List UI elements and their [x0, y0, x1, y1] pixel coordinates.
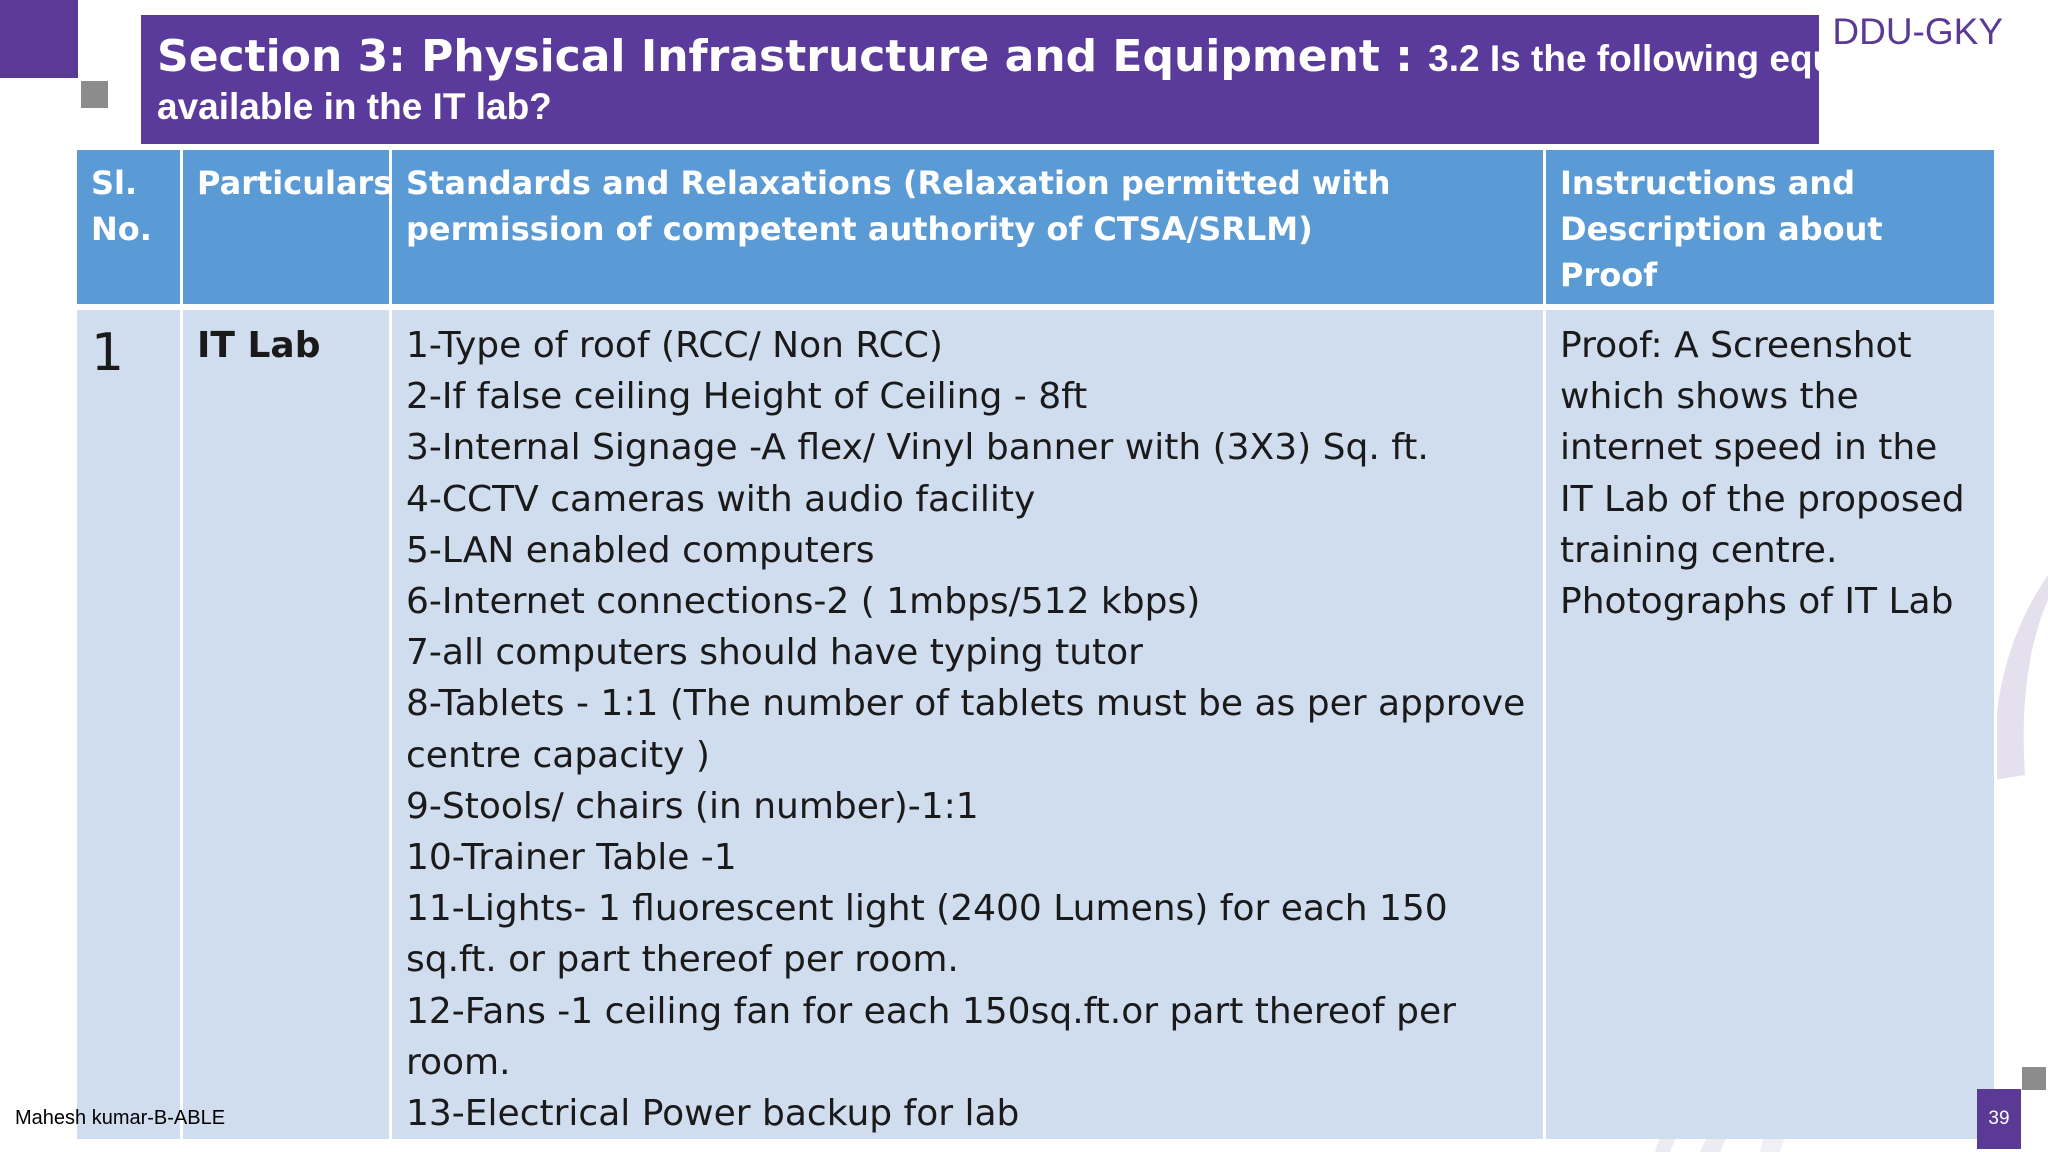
title-line-1 [157, 31, 1957, 85]
standards-item: 4-CCTV cameras with audio facility [406, 478, 1036, 520]
brand-label: DDU-GKY [1832, 11, 2003, 52]
title-subtitle: 3.2 Is the following equipment [1428, 38, 1957, 79]
proof-text: Proof: A Screenshot which shows the internet speed in the IT Lab of the proposed training centre. [1560, 325, 1965, 571]
header-standards: Standards and Relaxations (Relaxation permitted with permission of competent authority of CTSA/SRLM) [391, 150, 1545, 307]
standards-list [406, 320, 1529, 1139]
cell-particular [182, 307, 391, 1139]
header-sl-no: Sl. No. [76, 150, 182, 307]
equipment-table [74, 150, 1997, 1139]
cell-sl-no [76, 307, 182, 1139]
decorative-square-top-left [0, 0, 78, 78]
standards-item: 11-Lights- 1 fluorescent light (2400 Lumens) for each 150 sq.ft. or part thereof per room. [406, 888, 1448, 981]
cell-standards [391, 307, 1545, 1139]
standards-item: 2-If false ceiling Height of Ceiling - 8ft [406, 376, 1088, 418]
page-number: 39 [1977, 1089, 2021, 1149]
cell-instructions [1545, 307, 1996, 1139]
standards-item: 3-Internal Signage -A flex/ Vinyl banner with (3X3) Sq. ft. [406, 427, 1429, 469]
title-line-2: available in the IT lab? [157, 86, 552, 127]
header-particulars: Particulars [182, 150, 391, 307]
standards-item: 1-Type of roof (RCC/ Non RCC) [406, 325, 943, 366]
standards-item: 13-Electrical Power backup for lab [406, 1093, 1020, 1135]
standards-item: 9-Stools/ chairs (in number)-1:1 [406, 785, 979, 827]
table-header-row [76, 150, 1996, 307]
footer-author: Mahesh kumar-B-ABLE [15, 1107, 226, 1129]
standards-item: 12-Fans -1 ceiling fan for each 150sq.ft.or part thereof per room. [406, 990, 1456, 1083]
header-instructions: Instructions and Description about Proof [1545, 150, 1996, 307]
title-main: Section 3: Physical Infrastructure and Equipment : [157, 31, 1429, 82]
standards-item: 10-Trainer Table -1 [406, 837, 737, 879]
standards-item: 5-LAN enabled computers [406, 529, 875, 571]
sl-no-value: 1 [91, 323, 125, 383]
decorative-square-bottom-right [2022, 1067, 2046, 1090]
standards-item: 6-Internet connections-2 ( 1mbps/512 kbps) [406, 581, 1201, 623]
standards-item: 8-Tablets - 1:1 (The number of tablets must be as per approve centre capacity ) [406, 683, 1526, 776]
particular-value: IT Lab [197, 325, 321, 366]
table-row [76, 307, 1996, 1139]
photos-text: Photographs of IT Lab [1560, 581, 1954, 623]
decorative-square-gray [81, 81, 108, 108]
standards-item: 7-all computers should have typing tutor [406, 632, 1143, 674]
